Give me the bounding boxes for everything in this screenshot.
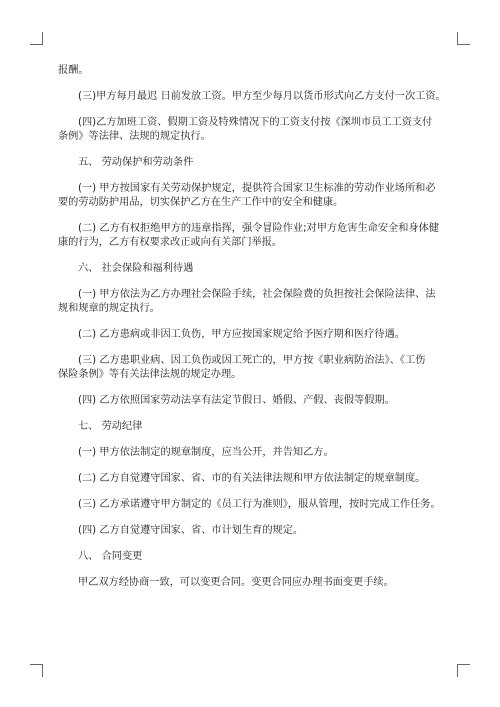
paragraph-line: (四)乙方加班工资、假期工资及特殊情况下的工资支付按《深圳市员工工资支付	[78, 117, 433, 128]
paragraph-line: 规和规章的规定执行。	[58, 303, 160, 314]
paragraph-line: 康的行为，乙方有权要求改正或向有关部门举报。	[58, 237, 283, 248]
paragraph-line: 要的劳动防护用品，切实保护乙方在生产工作中的安全和健康。	[58, 197, 344, 208]
paragraph-line: (三)甲方每月最迟 日前发放工资。甲方至少每月以货币形式向乙方支付一次工资。	[78, 91, 446, 102]
document-body	[58, 64, 450, 590]
paragraph-line: 报酬。	[58, 65, 89, 76]
paragraph-line: (二) 乙方有权拒绝甲方的违章指挥，强令冒险作业;对甲方危害生命安全和身体健	[78, 223, 439, 234]
paragraph-line: (二) 乙方自觉遵守国家、省、市的有关法律法规和甲方依法制定的规章制度。	[78, 473, 426, 484]
crop-mark-bottom-left	[30, 664, 43, 677]
paragraph-line: (四) 乙方自觉遵守国家、省、市计划生育的规定。	[78, 525, 304, 536]
paragraph-line: (一) 甲方依法为乙方办理社会保险手续，社会保险费的负担按社会保险法律、法	[78, 289, 436, 300]
section-heading: 五、 劳动保护和劳动条件	[78, 157, 194, 168]
section-heading: 八、 合同变更	[78, 551, 143, 562]
paragraph-line: (一) 甲方按国家有关劳动保护规定，提供符合国家卫生标准的劳动作业场所和必	[78, 183, 436, 194]
paragraph-line: (四) 乙方依照国家劳动法享有法定节假日、婚假、产假、丧假等假期。	[78, 395, 395, 406]
crop-mark-top-left	[30, 32, 43, 45]
paragraph-line: (二) 乙方患病或非因工负伤，甲方应按国家规定给予医疗期和医疗待遇。	[78, 329, 405, 340]
paragraph-line: 甲乙双方经协商一致，可以变更合同。变更合同应办理书面变更手续。	[78, 577, 394, 588]
paragraph-line: 条例》等法律、法规的规定执行。	[58, 131, 211, 142]
paragraph-line: (三) 乙方患职业病、因工负伤或因工死亡的，甲方按《职业病防治法》、《工伤	[78, 355, 426, 366]
paragraph-line: (一) 甲方依法制定的规章制度，应当公开，并告知乙方。	[78, 447, 334, 458]
crop-mark-bottom-right	[457, 664, 470, 677]
paragraph-line: 保险条例》等有关法律法规的规定办理。	[58, 369, 242, 380]
section-heading: 六、 社会保险和福利待遇	[78, 263, 194, 274]
section-heading: 七、 劳动纪律	[78, 421, 143, 432]
crop-mark-top-right	[457, 32, 470, 45]
paragraph-line: (三) 乙方承诺遵守甲方制定的《员工行为准则》，服从管理，按时完成工作任务。	[78, 499, 441, 510]
